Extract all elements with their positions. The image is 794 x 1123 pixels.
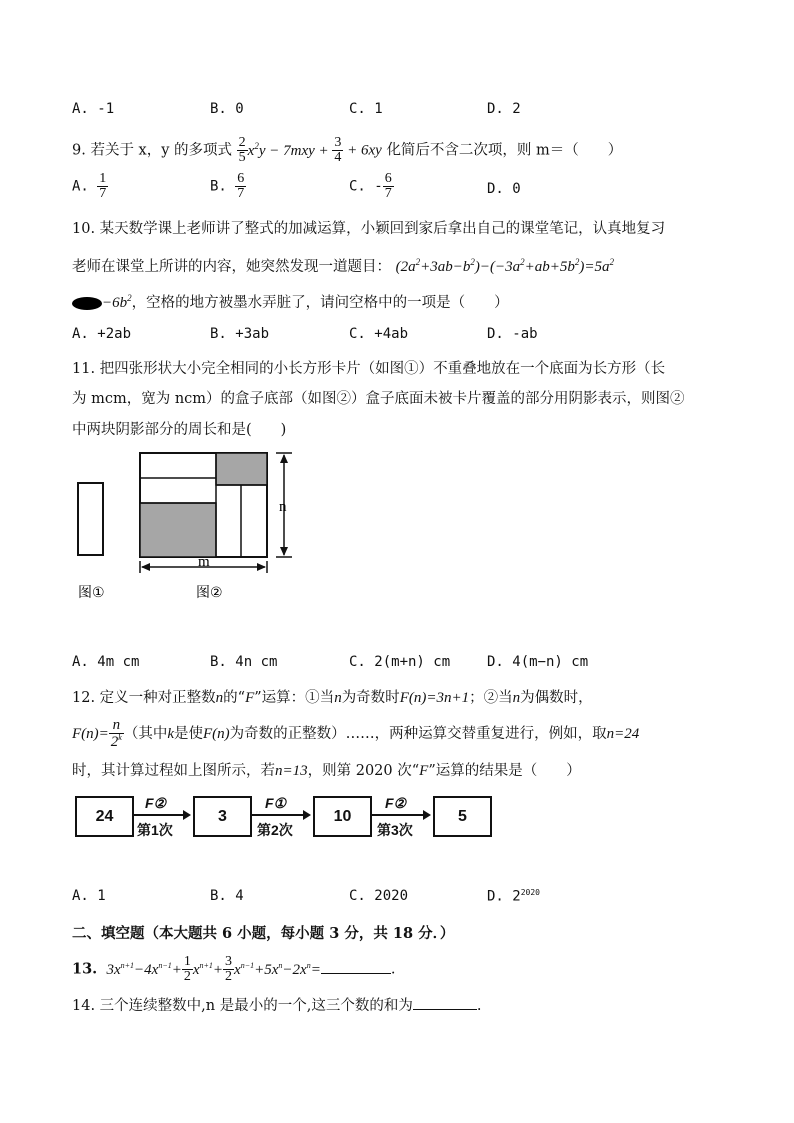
q11-option-d: D. 4(m−n) cm (487, 654, 589, 670)
q11-option-b: B. 4n cm (210, 654, 278, 670)
flow-box-2: 3 (193, 796, 252, 837)
q8-option-d: D. 2 (487, 101, 521, 117)
flow-step-2: 第2次 (257, 822, 293, 838)
shaded-region-bottom-left (140, 503, 216, 557)
q10-line3: $-6b^2$，空格的地方被墨水弄脏了，请问空格中的一项是（ ） (72, 291, 509, 312)
q8-option-b: B. 0 (210, 101, 244, 117)
flow-arrow-3 (370, 814, 429, 816)
shaded-region-top-right (216, 453, 267, 485)
q9-pre-text: 若关于 x，y 的多项式 (90, 142, 233, 159)
q12-option-a: A. 1 (72, 888, 106, 904)
fig2-caption: 图② (196, 585, 223, 601)
q9-option-d: D. 0 (487, 181, 521, 197)
q10-option-b: B. +3ab (210, 326, 270, 342)
q12-option-b: B. 4 (210, 888, 244, 904)
flow-op-1: F② (145, 795, 167, 811)
q9-option-c: C. - $\frac{6}{7}$ (349, 171, 392, 201)
q13-answer-blank[interactable] (321, 961, 391, 974)
q10-option-a: A. +2ab (72, 326, 132, 342)
q10-line1: 10. 某天数学课上老师讲了整式的加减运算，小颖回到家后拿出自己的课堂笔记，认真地复习 (72, 221, 666, 237)
q11-line3: 中两块阴影部分的周长和是( ) (72, 422, 287, 438)
q9-option-b: B. $\frac{6}{7}$ (210, 171, 245, 201)
fig1-caption: 图① (78, 585, 105, 601)
flow-arrow-1 (132, 814, 189, 816)
q10-option-c: C. +4ab (349, 326, 409, 342)
flow-step-1: 第1次 (137, 822, 173, 838)
q12-option-c: C. 2020 (349, 888, 409, 904)
q14-question: 14. 三个连续整数中,n 是最小的一个,这三个数的和为 . (72, 998, 482, 1014)
q10-expression: $(2a^2+3ab-b^2)-(-3a^2+ab+5b^2)=5a^2$ (395, 257, 614, 275)
q11-line1: 11. 把四张形状大小完全相同的小长方形卡片（如图①）不重叠地放在一个底面为长方形（长 (72, 361, 666, 377)
q8-option-a: A. -1 (72, 101, 115, 117)
q10-line2: 老师在课堂上所讲的内容，她突然发现一道题目： $(2a^2+3ab-b^2)-(-3a^2+ab+5b^2)=5a^2$ (72, 257, 614, 275)
q9-post-text: 化简后不含二次项，则 m＝（ ） (386, 142, 623, 159)
q10-option-d: D. -ab (487, 326, 538, 342)
flow-op-3: F② (385, 795, 407, 811)
q12-line1: 12. 定义一种对正整数n的“F”运算：①当n为奇数时F(n)=3n+1；②当n为偶数时， (72, 690, 593, 706)
q9-option-a: A. $\frac{1}{7}$ (72, 171, 107, 201)
q8-option-c: C. 1 (349, 101, 383, 117)
fraction-3-4: $\frac{3}{4}$ (334, 135, 342, 165)
label-m: m (198, 554, 210, 570)
label-n: n (279, 499, 287, 515)
fig2-box (140, 453, 267, 557)
q12-line3: 时，其计算过程如上图所示，若n=13，则第 2020 次“F”运算的结果是（ ） (72, 763, 581, 779)
flow-box-4: 5 (433, 796, 492, 837)
q11-option-c: C. 2(m+n) cm (349, 654, 451, 670)
flow-arrow-2 (250, 814, 309, 816)
q11-figure (70, 445, 310, 605)
q12-line2: F(n)= $\frac{n}{2^k}$ （其中k是使F(n)为奇数的正整数）……，两种运算交替重复进行，例如，取n=24 (72, 717, 640, 750)
q11-line2: 为 mcm，宽为 ncm）的盒子底部（如图②）盒子底面未被卡片覆盖的部分用阴影表示，则图② (72, 391, 685, 407)
flow-box-1: 24 (75, 796, 134, 837)
flow-box-3: 10 (313, 796, 372, 837)
q13-question: 13. $3x^{n+1}-4x^{n-1}+$ $\frac{1}{2}$ $x^{n+1}+$ $\frac{3}{2}$ $x^{n-1}+5x^n-2x^n=$ . (72, 954, 396, 984)
ink-blot-icon (72, 297, 102, 310)
q11-option-a: A. 4m cm (72, 654, 140, 670)
flow-step-3: 第3次 (377, 822, 413, 838)
fraction-2-5: $\frac{2}{5}$ (238, 135, 246, 165)
q14-answer-blank[interactable] (413, 997, 477, 1010)
fig1-card (78, 483, 103, 555)
q9-number: 9. (72, 142, 86, 159)
q9-question: 9. 若关于 x，y 的多项式 $\frac{2}{5}$ $x^2y - 7mxy$ + $\frac{3}{4}$ + 6xy 化简后不含二次项，则 m＝（ ） (72, 135, 623, 165)
section-2-title: 二、填空题（本大题共 6 小题，每小题 3 分，共 18 分．） (72, 925, 455, 942)
q12-option-d: D. $2^{2020}$ (487, 888, 540, 905)
flow-op-2: F① (265, 795, 287, 811)
